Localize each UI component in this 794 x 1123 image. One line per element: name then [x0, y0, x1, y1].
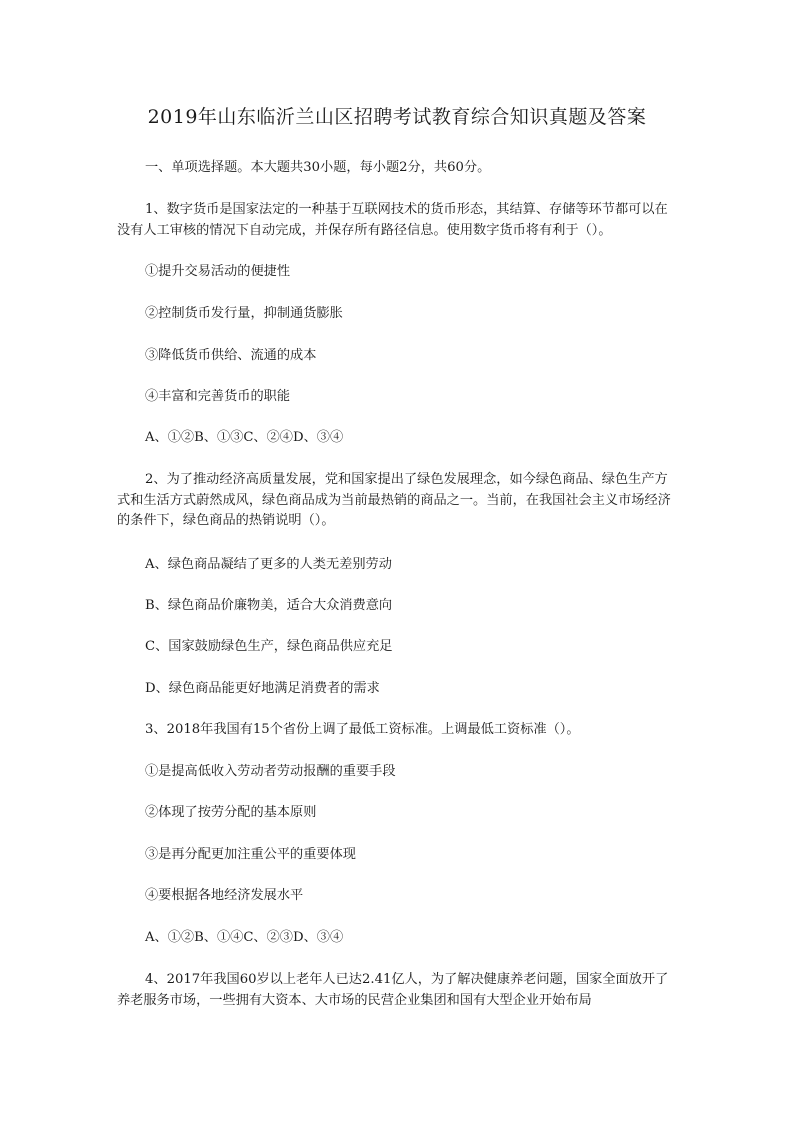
question-3-item-2: ②体现了按劳分配的基本原则 — [145, 805, 317, 820]
question-3-item-1: ①是提高低收入劳动者劳动报酬的重要手段 — [145, 764, 396, 779]
question-1-stem: 1、数字货币是国家法定的一种基于互联网技术的货币形态，其结算、存储等环节都可以在没有人工审核的情况下自动完成，并保存所有路径信息。使用数字货币将有利于（）。 — [117, 202, 668, 238]
section-heading: 一、单项选择题。本大题共30小题，每小题2分，共60分。 — [145, 160, 491, 175]
question-1-item-4: ④丰富和完善货币的职能 — [145, 389, 291, 404]
question-2-option-a: A、绿色商品凝结了更多的人类无差别劳动 — [145, 557, 392, 572]
question-2-option-c: C、国家鼓励绿色生产，绿色商品供应充足 — [145, 639, 393, 654]
question-1-item-1: ①提升交易活动的便捷性 — [145, 264, 291, 279]
question-2-option-b: B、绿色商品价廉物美，适合大众消费意向 — [145, 598, 393, 613]
question-1-item-3: ③降低货币供给、流通的成本 — [145, 348, 317, 363]
question-3-choices: A、①②B、①④C、②③D、③④ — [145, 930, 344, 945]
question-3-stem: 3、2018年我国有15个省份上调了最低工资标准。上调最低工资标准（）。 — [145, 722, 580, 737]
question-3-item-4: ④要根据各地经济发展水平 — [145, 888, 304, 903]
question-2-option-d: D、绿色商品能更好地满足消费者的需求 — [145, 681, 380, 696]
document-title: 2019年山东临沂兰山区招聘考试教育综合知识真题及答案 — [147, 106, 647, 128]
question-3-item-3: ③是再分配更加注重公平的重要体现 — [145, 847, 356, 862]
question-1-choices: A、①②B、①③C、②④D、③④ — [145, 430, 344, 445]
question-2-stem: 2、为了推动经济高质量发展，党和国家提出了绿色发展理念，如今绿色商品、绿色生产方式和生活方式蔚然成风，绿色商品成为当前最热销的商品之一。当前，在我国社会主义市场经济的条件下，绿色商品的热销说明（）。 — [117, 472, 671, 528]
question-4-stem: 4、2017年我国60岁以上老年人已达2.41亿人，为了解决健康养老问题，国家全面放开了养老服务市场，一些拥有大资本、大市场的民营企业集团和国有大型企业开始布局 — [117, 972, 669, 1008]
question-1-item-2: ②控制货币发行量，抑制通货膨胀 — [145, 306, 343, 321]
